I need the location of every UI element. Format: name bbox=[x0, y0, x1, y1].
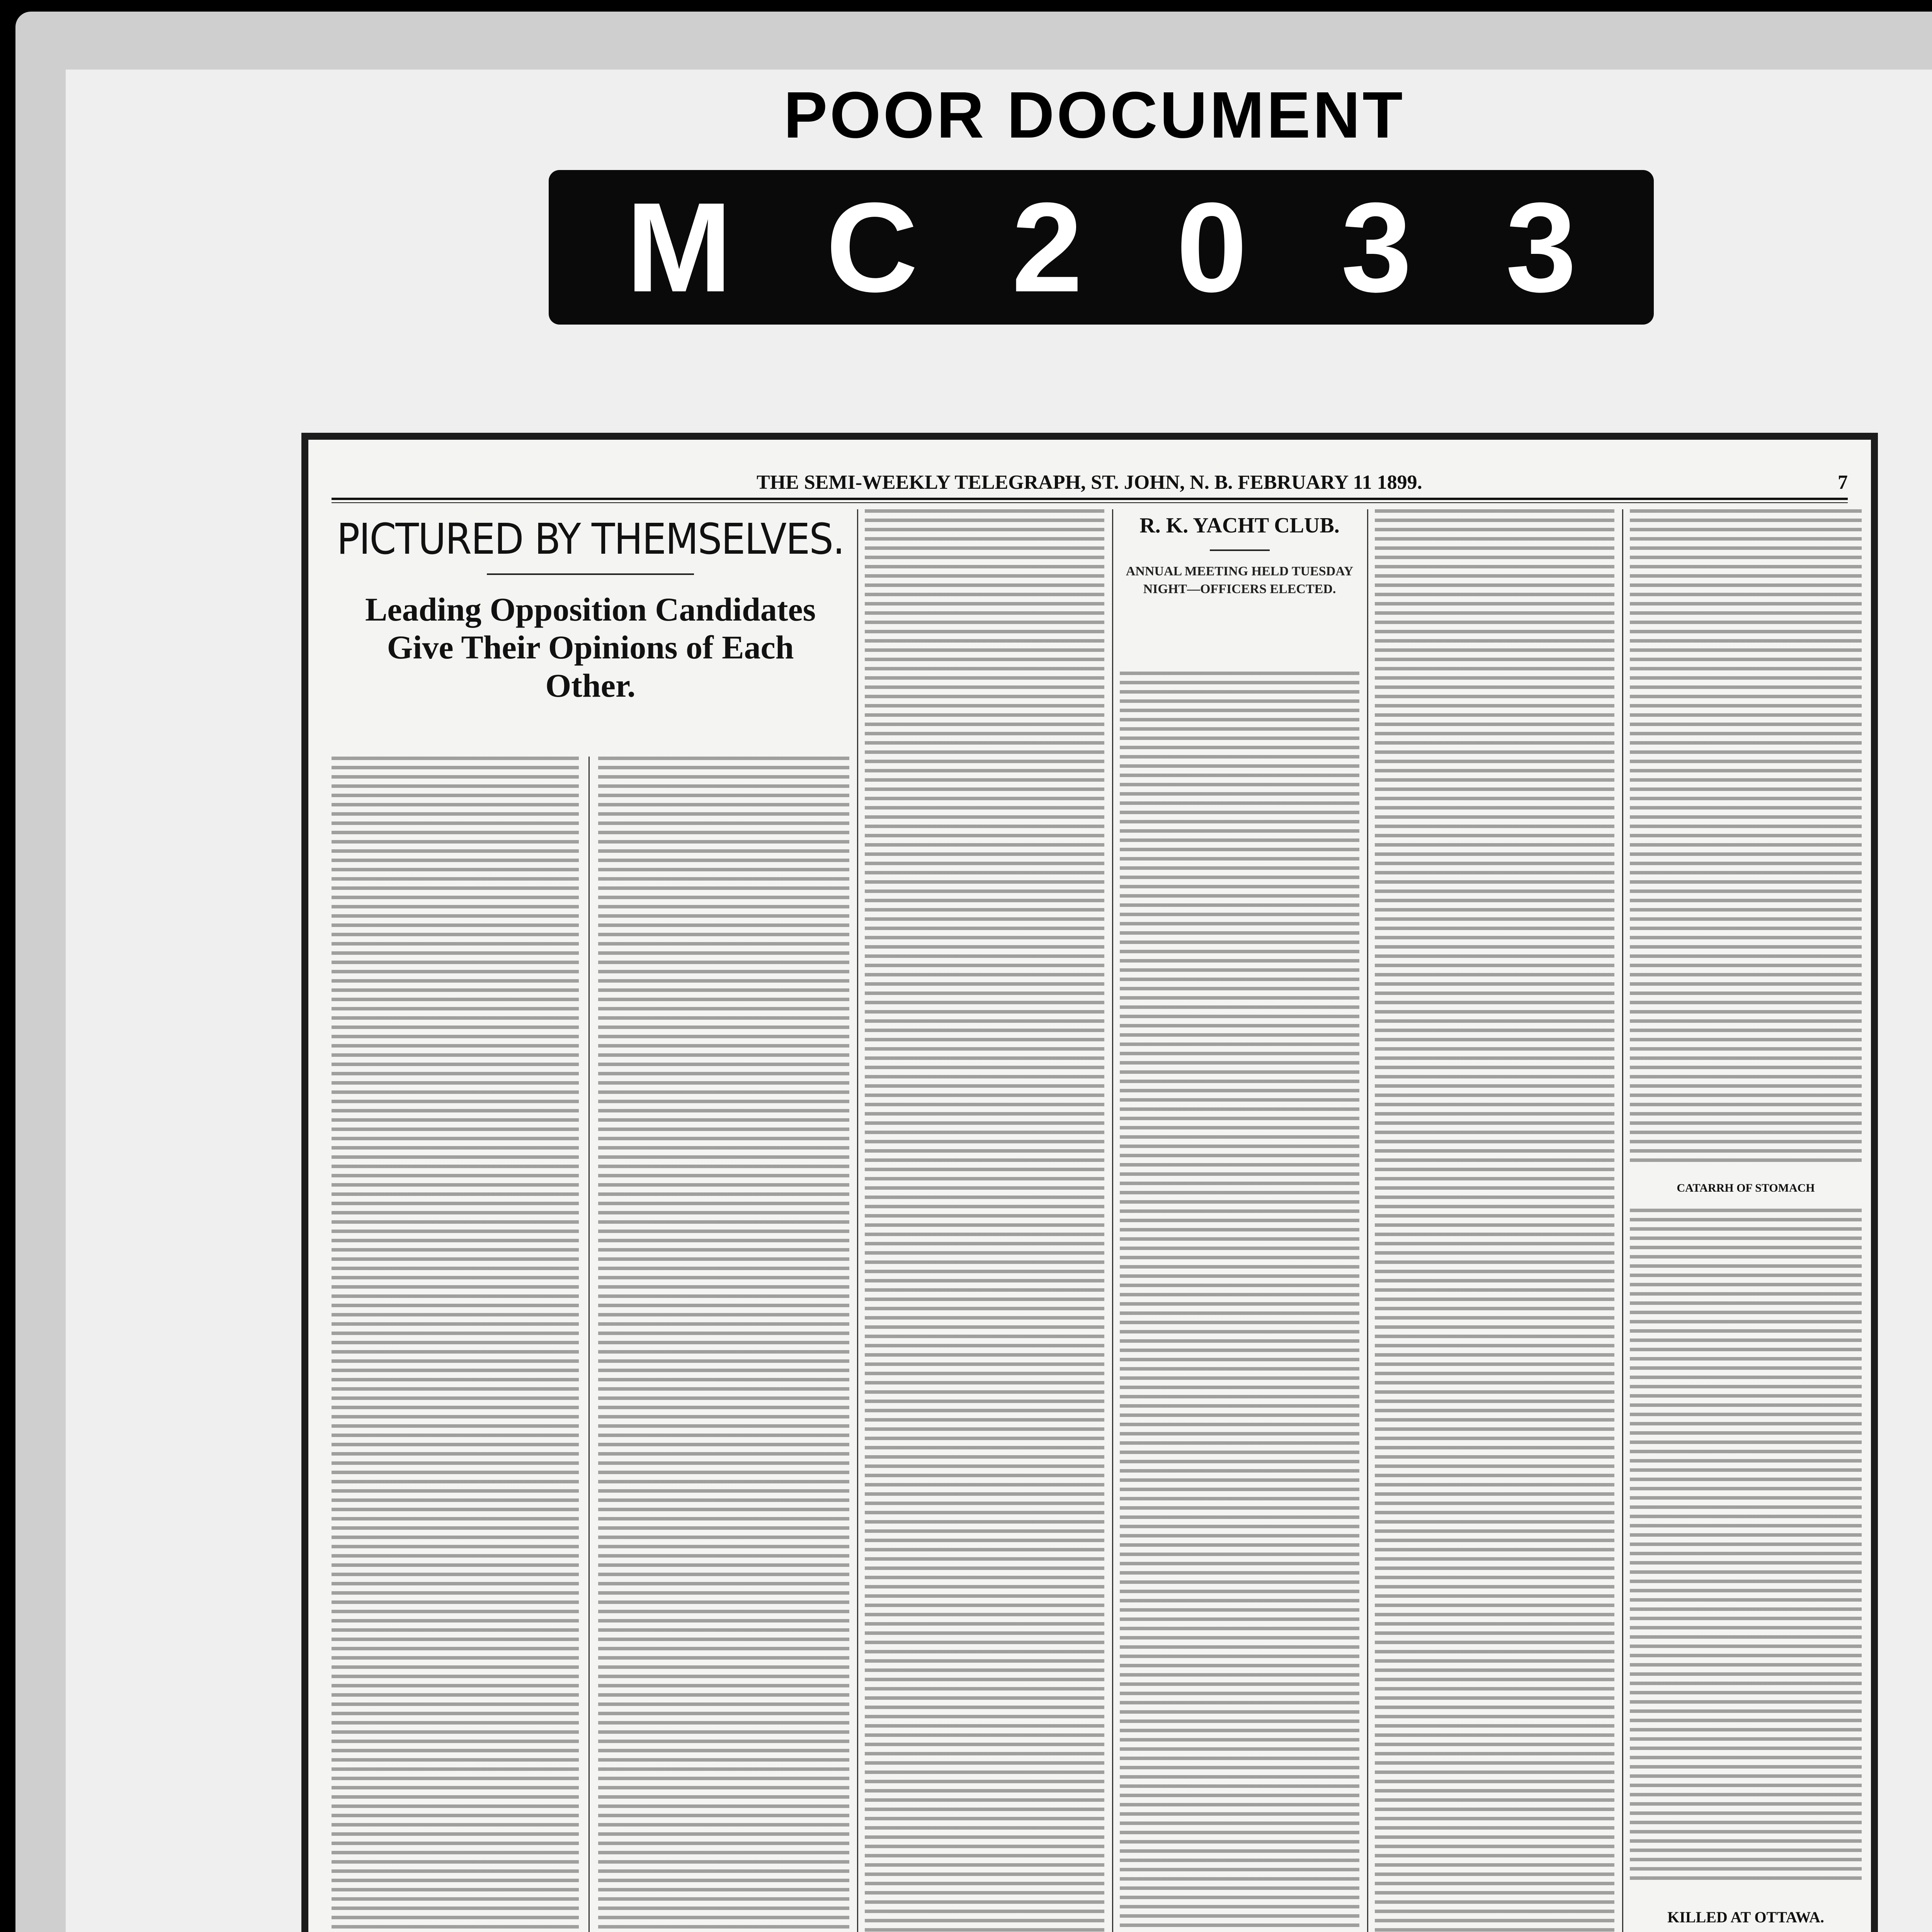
text-block bbox=[1630, 509, 1862, 1166]
column-5-text bbox=[1375, 509, 1614, 1932]
page-number: 7 bbox=[1838, 471, 1848, 493]
column-rule bbox=[1367, 509, 1368, 1932]
catarrh-heading: CATARRH OF STOMACH bbox=[1677, 1182, 1815, 1194]
lead-subhead: Leading Opposition Candidates Give Their Opinions of Each Other. bbox=[365, 590, 816, 704]
headline-rule bbox=[1210, 549, 1270, 551]
reel-char: 3 bbox=[1505, 176, 1577, 318]
masthead-title: THE SEMI-WEEKLY TELEGRAPH, ST. JOHN, N. B. FEBRUARY 11 1899. bbox=[757, 471, 1422, 493]
column-1-text bbox=[332, 757, 579, 1932]
column-rule bbox=[1112, 509, 1113, 1932]
reel-char: 2 bbox=[1012, 176, 1083, 318]
reel-char: C bbox=[826, 176, 918, 318]
column-6 bbox=[1630, 509, 1862, 1932]
reel-number-banner bbox=[549, 170, 1654, 325]
reel-char: 0 bbox=[1176, 176, 1247, 318]
poor-document-label: POOR DOCUMENT bbox=[784, 78, 1405, 152]
column-2-text bbox=[598, 757, 849, 1932]
reel-char: M bbox=[626, 176, 732, 318]
headline-rule bbox=[487, 573, 694, 575]
yacht-club-article bbox=[1120, 509, 1359, 1932]
column-rule bbox=[588, 757, 590, 1932]
text-block bbox=[1120, 672, 1359, 1932]
yacht-club-subhead: ANNUAL MEETING HELD TUESDAY NIGHT—OFFICERS ELECTED. bbox=[1126, 564, 1354, 596]
newspaper-page bbox=[301, 433, 1878, 1932]
reel-char: 3 bbox=[1341, 176, 1412, 318]
text-block bbox=[865, 509, 1104, 1932]
masthead-rule bbox=[332, 498, 1848, 503]
text-block bbox=[1375, 509, 1614, 1932]
text-block bbox=[332, 757, 579, 1932]
masthead bbox=[332, 463, 1848, 494]
text-block bbox=[598, 757, 849, 1932]
text-block bbox=[1630, 1209, 1862, 1885]
lead-headline: PICTURED BY THEMSELVES. bbox=[337, 514, 844, 564]
column-rule bbox=[857, 509, 858, 1932]
column-3-text bbox=[865, 509, 1104, 1932]
column-rule bbox=[1622, 509, 1623, 1932]
killed-heading: KILLED AT OTTAWA. bbox=[1667, 1908, 1824, 1926]
yacht-club-headline: R. K. YACHT CLUB. bbox=[1139, 514, 1340, 537]
